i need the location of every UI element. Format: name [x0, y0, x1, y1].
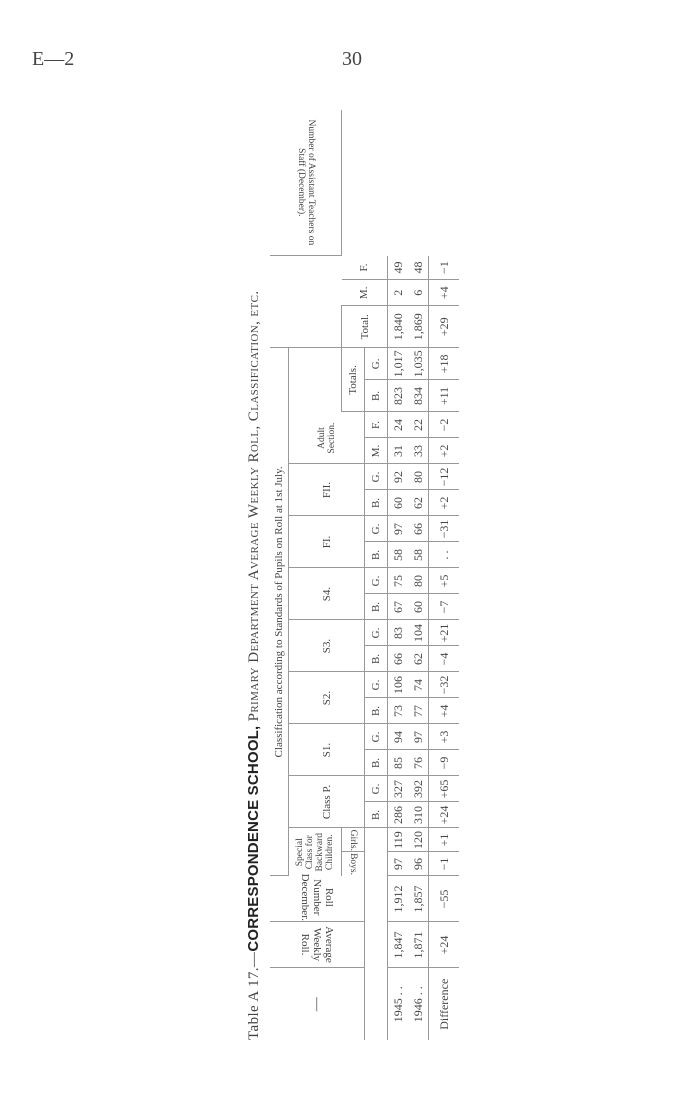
header-s1-b: B. — [365, 750, 388, 776]
cell-s3-b: −4 — [429, 646, 460, 672]
header-s2: S2. — [289, 672, 365, 724]
cell-f1-b: 58 — [408, 542, 429, 568]
header-f1-g: G. — [365, 516, 388, 542]
header-adult-f: F. — [365, 412, 388, 438]
cell-s2-b: +4 — [429, 698, 460, 724]
header-classification: Classification according to Standards of Pupils on Roll at 1st July. — [270, 348, 289, 876]
cell-p-b: +24 — [429, 802, 460, 828]
header-f-staff: F. — [342, 256, 388, 280]
header-p-g: G. — [365, 776, 388, 802]
table-row — [408, 110, 429, 1040]
header-s3-g: G. — [365, 620, 388, 646]
cell-staff-m: +4 — [429, 280, 460, 306]
cell-s4-g: 80 — [408, 568, 429, 594]
table-row-difference — [429, 110, 460, 1040]
cell-f2-g: −12 — [429, 464, 460, 490]
cell-f1-b: 58 — [388, 542, 409, 568]
header-s2-b: B. — [365, 698, 388, 724]
cell-s1-b: 76 — [408, 750, 429, 776]
cell-p-b: 286 — [388, 802, 409, 828]
cell-p-g: +65 — [429, 776, 460, 802]
cell-adult-f: 22 — [408, 412, 429, 438]
cell-staff-f: 49 — [388, 256, 409, 280]
cell-p-g: 392 — [408, 776, 429, 802]
header-boys: Boys. — [342, 852, 365, 876]
rotated-table-area — [245, 110, 455, 1040]
header-roll-december: Roll Number December. — [270, 876, 365, 922]
header-totals: Totals. — [342, 348, 365, 412]
cell-avg: +24 — [429, 922, 460, 968]
header-m-staff: M. — [342, 280, 388, 306]
cell-f2-g: 80 — [408, 464, 429, 490]
header-adult-m: M. — [365, 438, 388, 464]
header-f1: FI. — [289, 516, 365, 568]
header-girls: Girls. — [342, 828, 365, 852]
cell-staff-m: 6 — [408, 280, 429, 306]
cell-adult-f: −2 — [429, 412, 460, 438]
header-assistants: Number of Assistant Teachers on Staff (December). — [270, 110, 342, 256]
cell-special-g: +1 — [429, 828, 460, 852]
cell-s4-b: 67 — [388, 594, 409, 620]
title-rest: Primary Department Average Weekly Roll, Classification, etc. — [246, 290, 262, 722]
cell-totals-g: 1,017 — [388, 348, 409, 380]
page-number: 30 — [342, 48, 362, 70]
header-s1-g: G. — [365, 724, 388, 750]
cell-dec: −55 — [429, 876, 460, 922]
cell-totals-g: +18 — [429, 348, 460, 380]
cell-avg: 1,871 — [408, 922, 429, 968]
page-reference: E—2 — [32, 48, 75, 70]
cell-avg: 1,847 — [388, 922, 409, 968]
header-totals-b: B. — [365, 380, 388, 412]
header-f2: FII. — [289, 464, 365, 516]
cell-totals-b: +11 — [429, 380, 460, 412]
row-label: Difference — [429, 968, 460, 1040]
header-s4-b: B. — [365, 594, 388, 620]
cell-f1-g: 66 — [408, 516, 429, 542]
cell-f1-g: 97 — [388, 516, 409, 542]
cell-totals-b: 823 — [388, 380, 409, 412]
header-f2-g: G. — [365, 464, 388, 490]
cell-f2-b: +2 — [429, 490, 460, 516]
cell-p-g: 327 — [388, 776, 409, 802]
cell-special-g: 119 — [388, 828, 409, 852]
header-s1: S1. — [289, 724, 365, 776]
table-title — [245, 110, 267, 1040]
header-avg-roll: Average Weekly Roll. — [270, 922, 365, 968]
cell-totals-b: 834 — [408, 380, 429, 412]
cell-s2-g: 74 — [408, 672, 429, 698]
cell-s2-b: 73 — [388, 698, 409, 724]
cell-s1-g: 94 — [388, 724, 409, 750]
cell-s1-b: −9 — [429, 750, 460, 776]
cell-f1-b: . . — [429, 542, 460, 568]
header-special-class: Special Class for Backward Children. — [289, 828, 342, 876]
header-p-b: B. — [365, 802, 388, 828]
cell-s3-g: 104 — [408, 620, 429, 646]
cell-s3-b: 62 — [408, 646, 429, 672]
cell-f1-g: −31 — [429, 516, 460, 542]
cell-special-b: 97 — [388, 852, 409, 876]
cell-s1-g: +3 — [429, 724, 460, 750]
table-row — [388, 110, 409, 1040]
cell-special-b: −1 — [429, 852, 460, 876]
cell-s4-g: +5 — [429, 568, 460, 594]
cell-adult-m: +2 — [429, 438, 460, 464]
cell-s2-g: 106 — [388, 672, 409, 698]
cell-s3-g: 83 — [388, 620, 409, 646]
header-first: — — [270, 968, 365, 1040]
cell-staff-m: 2 — [388, 280, 409, 306]
header-s4: S4. — [289, 568, 365, 620]
cell-total: 1,869 — [408, 306, 429, 348]
row-label: 1945 . . — [391, 986, 405, 1023]
cell-dec: 1,857 — [408, 876, 429, 922]
header-f1-b: B. — [365, 542, 388, 568]
cell-staff-f: 48 — [408, 256, 429, 280]
title-prefix: Table A 17.— — [246, 951, 262, 1040]
cell-s4-b: 60 — [408, 594, 429, 620]
data-table — [270, 110, 455, 1040]
cell-special-g: 120 — [408, 828, 429, 852]
cell-staff-f: −1 — [429, 256, 460, 280]
cell-s1-b: 85 — [388, 750, 409, 776]
title-school: CORRESPONDENCE SCHOOL, — [245, 725, 262, 952]
cell-s1-g: 97 — [408, 724, 429, 750]
cell-s4-g: 75 — [388, 568, 409, 594]
header-s4-g: G. — [365, 568, 388, 594]
row-label: 1946 . . — [411, 986, 425, 1023]
cell-f2-b: 60 — [388, 490, 409, 516]
cell-s2-b: 77 — [408, 698, 429, 724]
header-adult-section: Adult Section. — [289, 412, 365, 464]
cell-s3-b: 66 — [388, 646, 409, 672]
header-totals-g: G. — [365, 348, 388, 380]
cell-special-b: 96 — [408, 852, 429, 876]
cell-dec: 1,912 — [388, 876, 409, 922]
cell-f2-b: 62 — [408, 490, 429, 516]
cell-s3-g: +21 — [429, 620, 460, 646]
cell-adult-f: 24 — [388, 412, 409, 438]
cell-adult-m: 33 — [408, 438, 429, 464]
header-s3-b: B. — [365, 646, 388, 672]
header-class-p: Class P. — [289, 776, 365, 828]
header-f2-b: B. — [365, 490, 388, 516]
header-s3: S3. — [289, 620, 365, 672]
cell-adult-m: 31 — [388, 438, 409, 464]
header-total: Total. — [342, 306, 388, 348]
header-s2-g: G. — [365, 672, 388, 698]
cell-f2-g: 92 — [388, 464, 409, 490]
cell-s4-b: −7 — [429, 594, 460, 620]
cell-total: 1,840 — [388, 306, 409, 348]
cell-total: +29 — [429, 306, 460, 348]
cell-p-b: 310 — [408, 802, 429, 828]
cell-s2-g: −32 — [429, 672, 460, 698]
cell-totals-g: 1,035 — [408, 348, 429, 380]
